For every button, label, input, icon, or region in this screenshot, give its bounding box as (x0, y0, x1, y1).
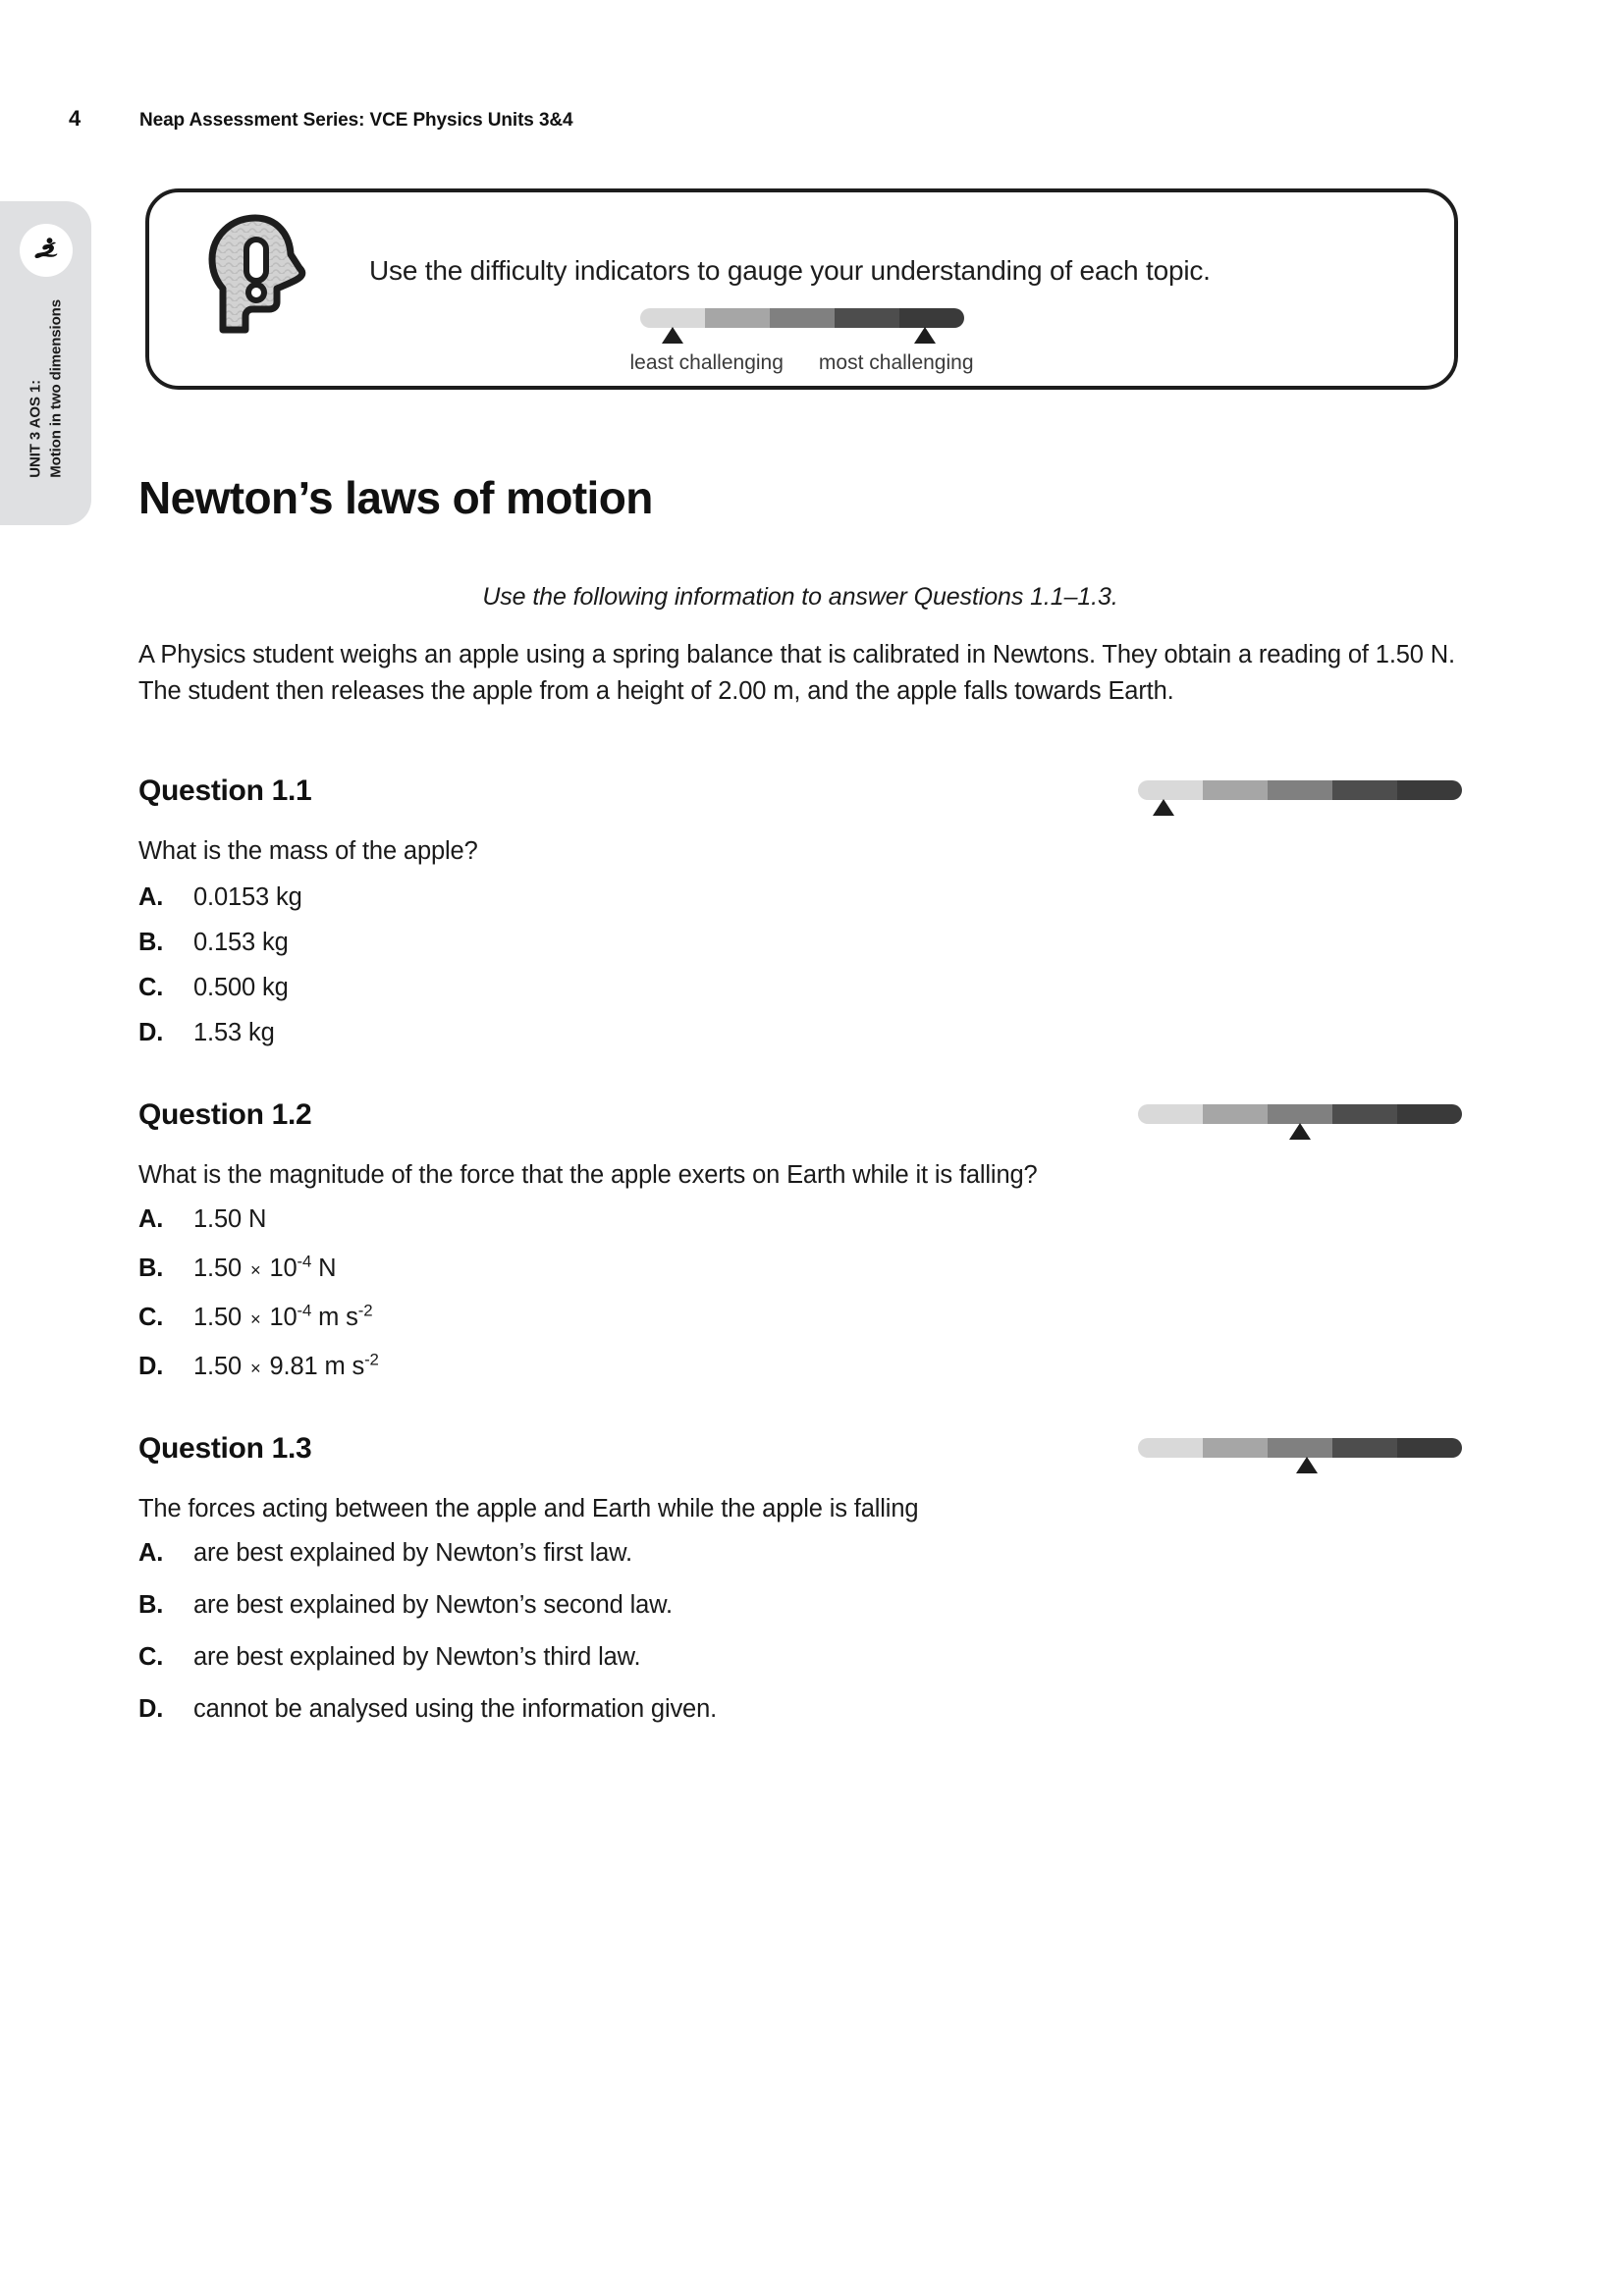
option-text: cannot be analysed using the information given. (193, 1695, 718, 1724)
difficulty-indicator (1138, 780, 1462, 802)
scale-segment-1 (1138, 1104, 1203, 1124)
option-letter: D. (138, 1695, 164, 1724)
question-header (138, 1098, 1462, 1151)
question-text: What is the magnitude of the force that the apple exerts on Earth while it is falling? (138, 1161, 1038, 1190)
legend-scale-bar (640, 308, 964, 328)
option-item[interactable] (138, 929, 1462, 957)
question-block (138, 1432, 1462, 1724)
question-header (138, 1432, 1462, 1485)
question-title: Question 1.1 (138, 774, 312, 808)
difficulty-marker (1153, 799, 1174, 816)
difficulty-scale-bar (1138, 780, 1462, 800)
option-item[interactable] (138, 1539, 1462, 1568)
option-list (138, 883, 1462, 1047)
scale-segment-2 (705, 308, 770, 328)
difficulty-callout-box (145, 188, 1458, 390)
option-letter: C. (138, 1304, 164, 1332)
scale-segment-4 (835, 308, 899, 328)
option-text: are best explained by Newton’s second law. (193, 1591, 673, 1620)
scale-segment-1 (1138, 780, 1203, 800)
option-letter: A. (138, 1205, 164, 1234)
option-letter: B. (138, 1591, 164, 1620)
option-text: 0.153 kg (193, 929, 289, 957)
difficulty-legend (149, 308, 1454, 375)
option-letter: D. (138, 1353, 164, 1381)
difficulty-scale-bar (1138, 1104, 1462, 1124)
difficulty-scale-bar (1138, 1438, 1462, 1458)
option-item[interactable] (138, 1643, 1462, 1672)
question-title: Question 1.3 (138, 1432, 312, 1466)
scale-segment-3 (1268, 1104, 1332, 1124)
scale-segment-1 (1138, 1438, 1203, 1458)
callout-text: Use the difficulty indicators to gauge your understanding of each topic. (369, 254, 1211, 286)
option-letter: B. (138, 929, 164, 957)
option-text: 1.50 × 9.81 m $s^{-2}$ (193, 1350, 379, 1381)
option-letter: B. (138, 1255, 164, 1283)
scale-segment-5 (1397, 780, 1462, 800)
difficulty-marker (1296, 1457, 1318, 1473)
option-text: $1.50 \times 10^{-4}$ m $s^{-2}$ (193, 1301, 373, 1332)
option-list (138, 1205, 1462, 1381)
side-tab-line-2: Motion in two dimensions (46, 299, 64, 478)
scale-segment-5 (899, 308, 964, 328)
question-text: The forces acting between the apple and Earth while the apple is falling (138, 1495, 919, 1523)
scale-segment-5 (1397, 1104, 1462, 1124)
legend-marker-least (662, 327, 683, 344)
option-letter: A. (138, 883, 164, 912)
main-content (138, 471, 1462, 1775)
side-tab-label (26, 299, 66, 478)
option-item[interactable] (138, 883, 1462, 912)
option-text: are best explained by Newton’s first law. (193, 1539, 632, 1568)
option-item[interactable] (138, 1205, 1462, 1234)
scale-segment-4 (1332, 780, 1397, 800)
running-header-title: Neap Assessment Series: VCE Physics Units 3&4 (139, 110, 573, 131)
option-letter: D. (138, 1019, 164, 1047)
option-item[interactable] (138, 1695, 1462, 1724)
option-item[interactable] (138, 1252, 1462, 1283)
option-item[interactable] (138, 1301, 1462, 1332)
question-block (138, 774, 1462, 1047)
option-item[interactable] (138, 1591, 1462, 1620)
stem-lead: Use the following information to answer Questions 1.1–1.3. (482, 583, 1118, 611)
question-header (138, 774, 1462, 828)
option-letter: C. (138, 1643, 164, 1672)
questions-container (138, 774, 1462, 1724)
difficulty-indicator (1138, 1438, 1462, 1460)
legend-labels (557, 351, 1048, 375)
option-item[interactable] (138, 1350, 1462, 1381)
page-number: 4 (69, 106, 81, 131)
scale-segment-2 (1203, 1438, 1268, 1458)
running-person-icon (20, 224, 73, 277)
scale-segment-5 (1397, 1438, 1462, 1458)
scale-segment-4 (1332, 1438, 1397, 1458)
option-list (138, 1539, 1462, 1724)
legend-label-least: least challenging (629, 351, 784, 374)
page-header (69, 106, 573, 132)
option-text: 0.500 kg (193, 974, 289, 1002)
scale-segment-2 (1203, 1104, 1268, 1124)
legend-marker-most (914, 327, 936, 344)
scale-segment-4 (1332, 1104, 1397, 1124)
option-text: 1.53 kg (193, 1019, 275, 1047)
difficulty-marker (1289, 1123, 1311, 1140)
option-text: 0.0153 kg (193, 883, 302, 912)
option-letter: C. (138, 974, 164, 1002)
side-tab-line-1: UNIT 3 AOS 1: (26, 379, 43, 478)
scale-segment-3 (1268, 780, 1332, 800)
option-text: are best explained by Newton’s third law. (193, 1643, 641, 1672)
scale-segment-3 (1268, 1438, 1332, 1458)
option-item[interactable] (138, 974, 1462, 1002)
scale-segment-3 (770, 308, 835, 328)
legend-label-most: most challenging (818, 351, 974, 374)
option-text: $1.50 \times 10^{-4}$ N (193, 1252, 337, 1283)
question-text: What is the mass of the apple? (138, 837, 478, 866)
difficulty-indicator (1138, 1104, 1462, 1126)
page-title: Newton’s laws of motion (138, 472, 653, 523)
question-block (138, 1098, 1462, 1381)
scale-segment-1 (640, 308, 705, 328)
question-title: Question 1.2 (138, 1098, 312, 1132)
legend-bar-wrapper (640, 308, 964, 330)
option-text: 1.50 N (193, 1205, 267, 1234)
scale-segment-2 (1203, 780, 1268, 800)
option-letter: A. (138, 1539, 164, 1568)
stem-body: A Physics student weighs an apple using a spring balance that is calibrated in Newtons. They obtain a reading of 1.50 N. The student then releases the apple from a height of 2.00 m, and the apple falls towards Earth. (138, 641, 1455, 706)
option-item[interactable] (138, 1019, 1462, 1047)
unit-side-tab (0, 201, 91, 525)
